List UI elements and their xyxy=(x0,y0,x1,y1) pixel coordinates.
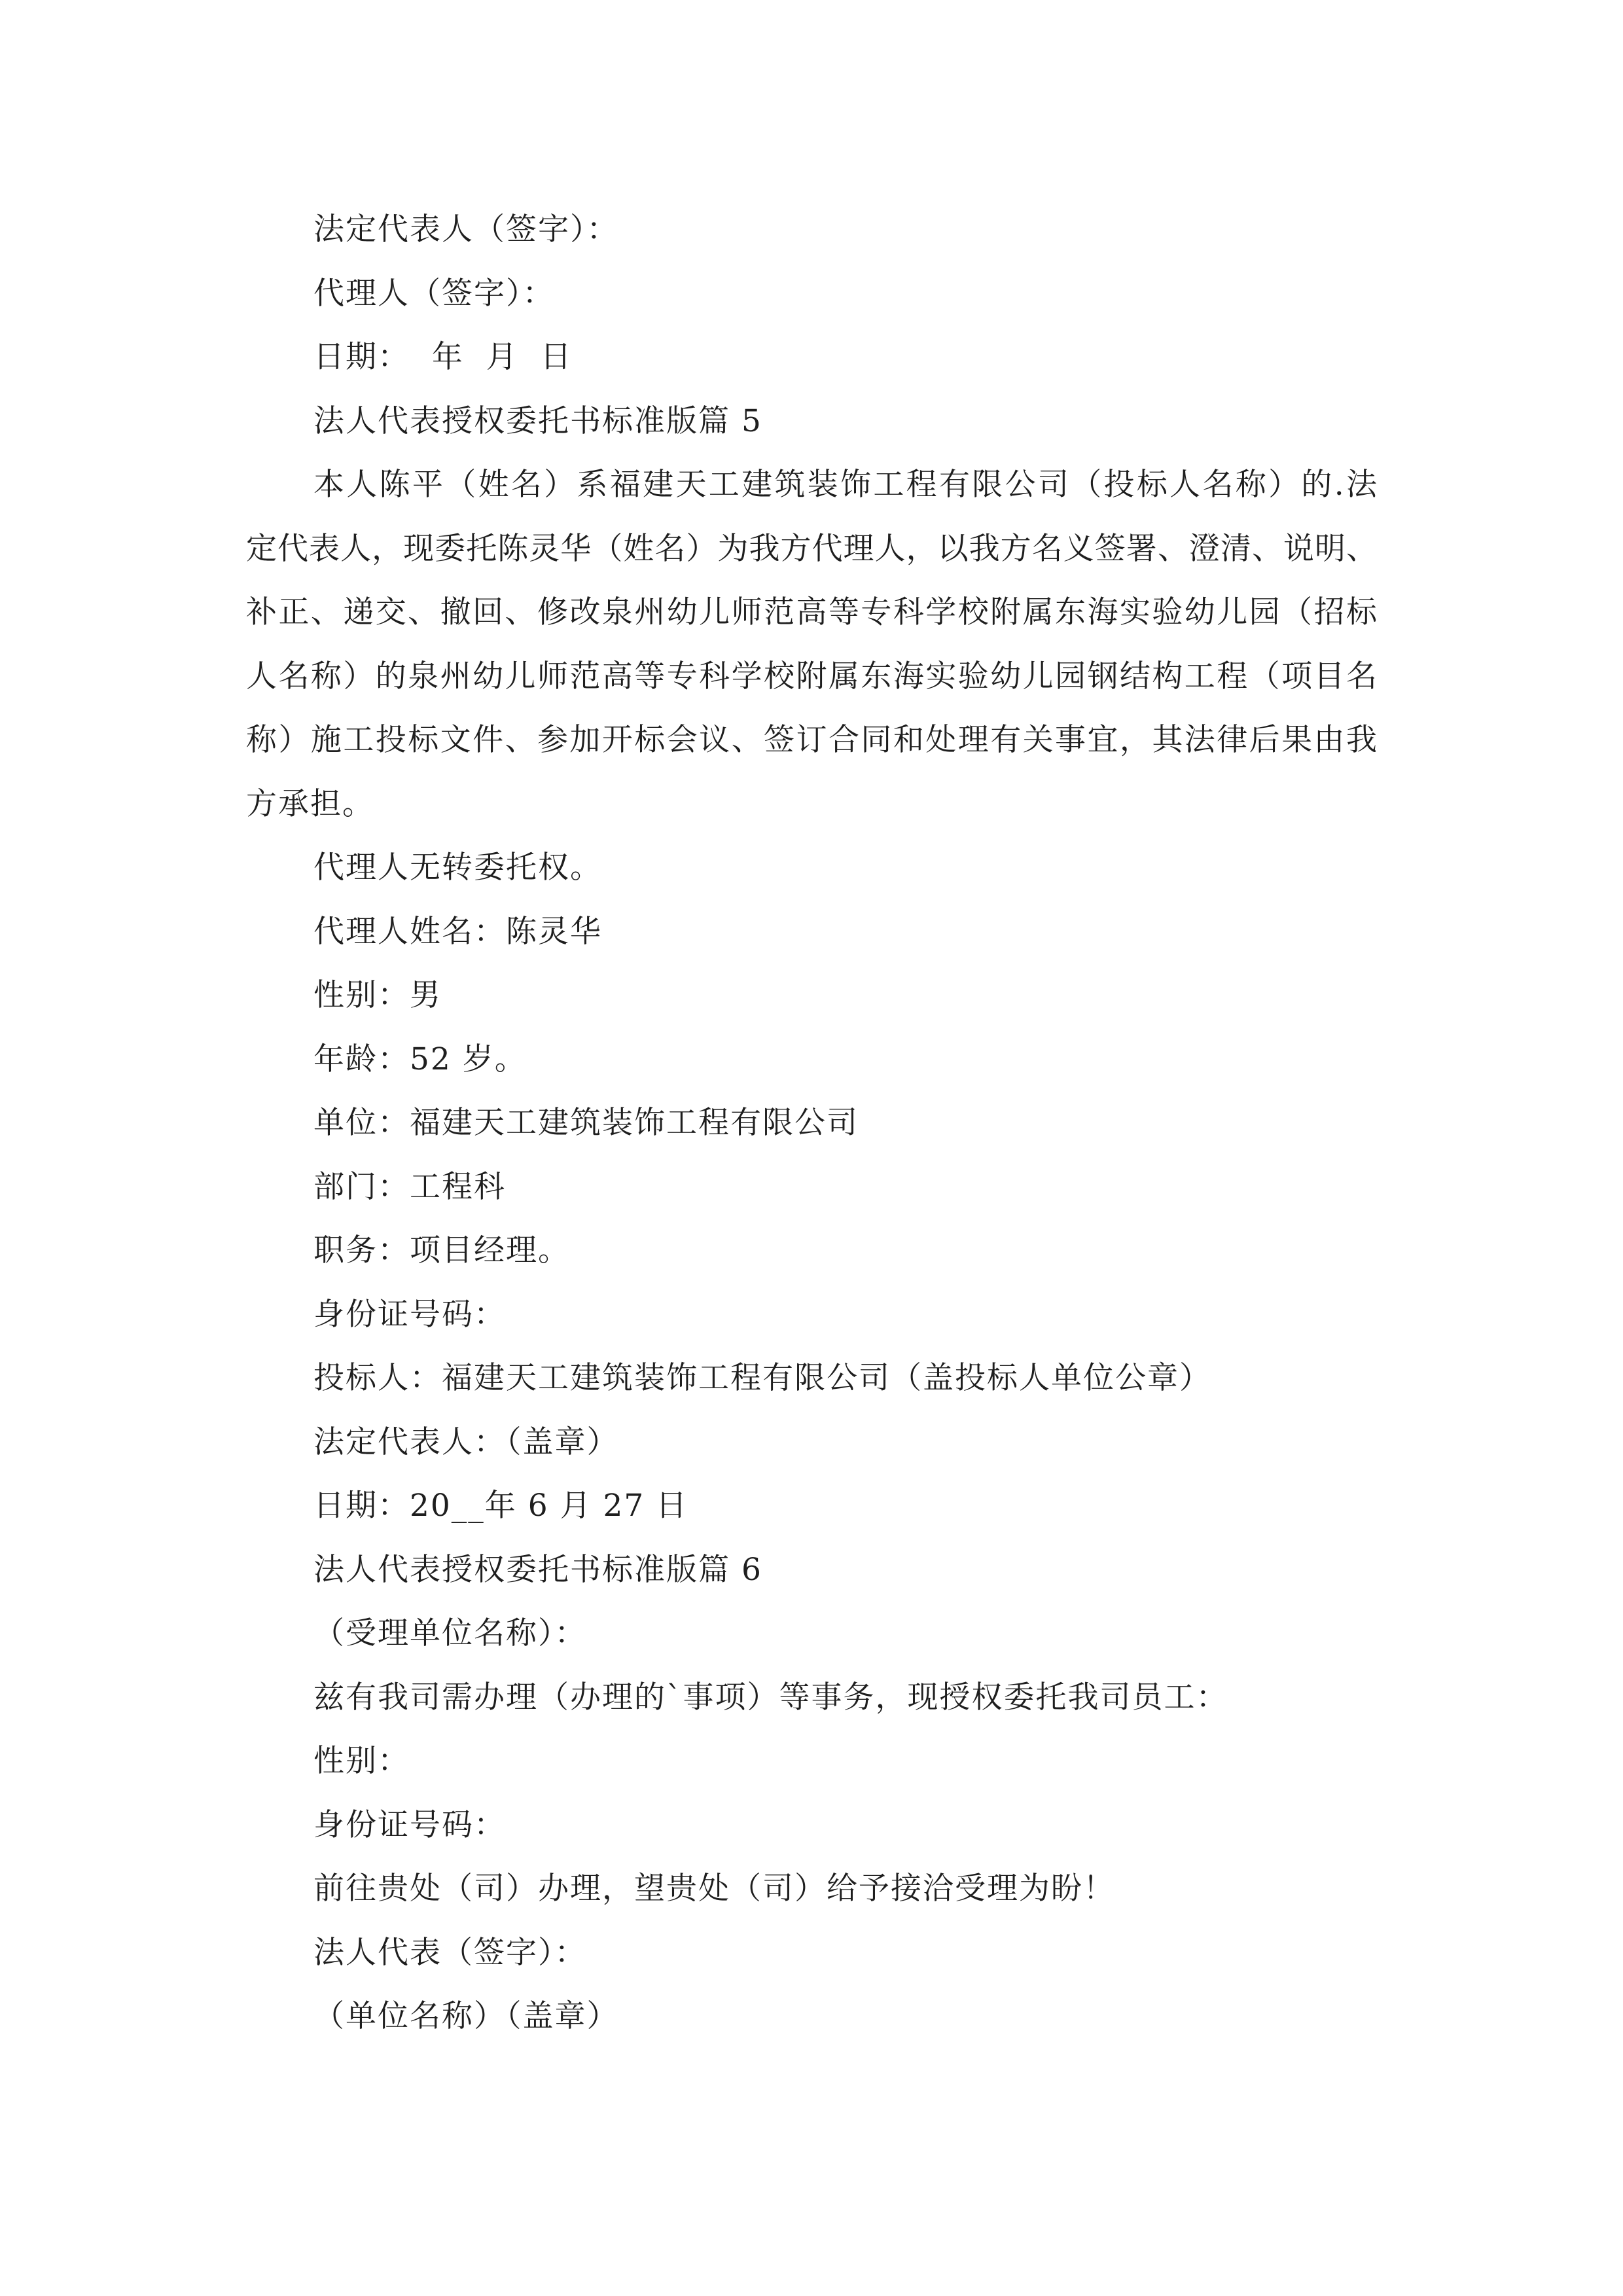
paragraph-line: 方承担。 xyxy=(246,785,374,822)
recipient-line: （受理单位名称）： xyxy=(313,1615,587,1651)
legal-rep-label: 法定代表人： xyxy=(313,1424,506,1460)
employee-gender-line: 性别： xyxy=(313,1743,410,1779)
paragraph-line: 定代表人，现委托陈灵华（姓名）为我方代理人，以我方名义签署、澄清、说明、 xyxy=(246,530,1377,567)
agent-department-line xyxy=(246,1155,1377,1219)
letter-5-date-line xyxy=(246,1474,1377,1538)
paragraph-line: 补正、递交、撤回、修改泉州幼儿师范高等专科学校附属东海实验幼儿园（招标 xyxy=(246,594,1377,630)
letter-5-heading: 法人代表授权委托书标准版篇 5 xyxy=(313,403,762,439)
letter-6-heading: 法人代表授权委托书标准版篇 6 xyxy=(313,1551,762,1588)
bidder-line xyxy=(246,1346,1377,1410)
legal-rep-signature-line: 法定代表人（签字）： xyxy=(313,211,619,247)
legal-rep-signature-line: 法人代表（签字）： xyxy=(313,1934,587,1971)
agent-position-label: 职务： xyxy=(313,1232,410,1268)
agent-age-value: 52 岁。 xyxy=(410,1041,527,1077)
agent-gender-line xyxy=(246,963,1377,1028)
date-label: 日期： xyxy=(313,1488,410,1524)
legal-rep-seal-line xyxy=(246,1410,1377,1475)
authorization-letter-5 xyxy=(246,389,1377,1538)
agent-signature-line: 代理人（签字）： xyxy=(313,275,555,312)
paragraph-line: 称）施工投标文件、参加开标会议、签订合同和处理有关事宜，其法律后果由我 xyxy=(246,722,1377,758)
signing-date-line: 日期： 年 月 日 xyxy=(313,339,573,375)
agent-position-line xyxy=(246,1219,1377,1283)
employee-id-number-line: 身份证号码： xyxy=(313,1806,506,1843)
legal-rep-seal-value: （盖章） xyxy=(506,1424,619,1460)
request-line: 前往贵处（司）办理，望贵处（司）给予接洽受理为盼！ xyxy=(313,1871,1115,1907)
bidder-label: 投标人： xyxy=(313,1360,442,1396)
agent-age-label: 年龄： xyxy=(313,1041,410,1077)
agent-employer-value: 福建天工建筑装饰工程有限公司 xyxy=(410,1105,859,1141)
agent-department-value: 工程科 xyxy=(410,1168,506,1205)
authorization-statement: 兹有我司需办理（办理的`事项）等事务，现授权委托我司员工： xyxy=(313,1679,1228,1715)
agent-gender-value: 男 xyxy=(410,977,442,1013)
previous-letter-signature-block xyxy=(246,198,1377,389)
agent-id-number-line: 身份证号码： xyxy=(313,1296,506,1333)
authorization-letter-6 xyxy=(246,1538,1377,2049)
agent-name-label: 代理人姓名： xyxy=(313,913,506,950)
agent-name-line xyxy=(246,900,1377,964)
agent-employer-label: 单位： xyxy=(313,1105,410,1141)
agent-age-line xyxy=(246,1028,1377,1092)
date-value: 20__年 6 月 27 日 xyxy=(410,1488,688,1524)
no-subdelegation-statement: 代理人无转委托权。 xyxy=(313,850,602,886)
company-seal-line: （单位名称）（盖章） xyxy=(313,1998,619,2034)
document-page xyxy=(246,198,1377,2049)
bidder-value: 福建天工建筑装饰工程有限公司（盖投标人单位公章） xyxy=(442,1360,1211,1396)
agent-position-value: 项目经理。 xyxy=(410,1232,570,1268)
paragraph-line: 本人陈平（姓名）系福建天工建筑装饰工程有限公司（投标人名称）的.法 xyxy=(313,467,1377,503)
authorization-paragraph xyxy=(246,453,1377,836)
agent-name-value: 陈灵华 xyxy=(506,913,602,950)
paragraph-line: 人名称）的泉州幼儿师范高等专科学校附属东海实验幼儿园钢结构工程（项目名 xyxy=(246,658,1377,694)
agent-employer-line xyxy=(246,1091,1377,1155)
agent-gender-label: 性别： xyxy=(313,977,410,1013)
agent-department-label: 部门： xyxy=(313,1168,410,1205)
